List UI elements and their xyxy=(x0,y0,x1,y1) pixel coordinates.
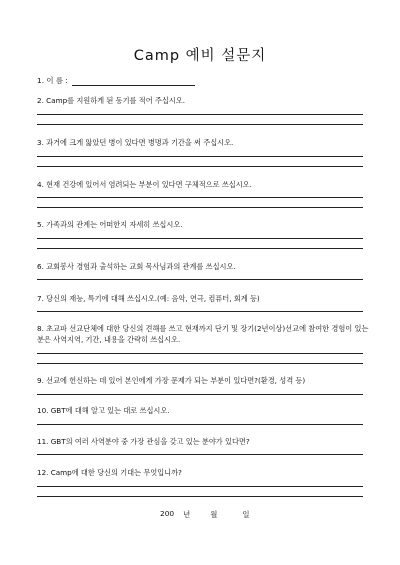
name-field-row xyxy=(37,75,195,86)
date-year-unit: 년 xyxy=(183,510,191,519)
answer-line[interactable] xyxy=(37,124,363,125)
answer-line[interactable] xyxy=(37,207,363,208)
answer-line[interactable] xyxy=(37,166,363,167)
page-title: Camp 예비 설문지 xyxy=(133,48,267,64)
question-2: 2. Camp를 지원하게 된 동기를 적어 주십시오. xyxy=(37,96,185,105)
answer-line[interactable] xyxy=(37,394,363,395)
answer-line[interactable] xyxy=(37,486,363,487)
question-9: 9. 선교에 헌신하는 데 있어 본인에게 가장 문제가 되는 부분이 있다면?(환경, 성격 등) xyxy=(37,376,306,385)
answer-line[interactable] xyxy=(37,454,363,455)
answer-line[interactable] xyxy=(37,279,363,280)
answer-line[interactable] xyxy=(37,248,363,249)
answer-line[interactable] xyxy=(37,363,363,364)
question-3: 3. 과거에 크게 앓았던 병이 있다면 병명과 기간을 써 주십시오. xyxy=(37,138,234,147)
answer-line[interactable] xyxy=(37,114,363,115)
question-5: 5. 가족과의 관계는 어떠한지 자세히 쓰십시오. xyxy=(37,220,183,229)
date-row xyxy=(160,509,250,520)
answer-line[interactable] xyxy=(37,311,363,312)
question-10: 10. GBT에 대해 알고 있는 대로 쓰십시오. xyxy=(37,406,170,415)
question-7: 7. 당신의 재능, 특기에 대해 쓰십시오.(예: 음악, 연극, 컴퓨터, 회계 등) xyxy=(37,294,260,303)
answer-line[interactable] xyxy=(37,424,363,425)
date-year: 200 xyxy=(160,509,175,518)
question-12: 12. Camp에 대한 당신의 기대는 무엇입니까? xyxy=(37,468,182,477)
question-8: 8. 초교파 선교단체에 대한 당신의 견해를 쓰고 현재까지 단기 및 장기(2년이상)선교에 참여한 경험이 있는 분은 사역지역, 기간, 내용을 간략히 쓰십시오. xyxy=(37,324,369,344)
question-11: 11. GBT의 여러 사역분야 중 가장 관심을 갖고 있는 분야가 있다면? xyxy=(37,437,250,446)
answer-line[interactable] xyxy=(37,353,363,354)
answer-line[interactable] xyxy=(37,156,363,157)
question-4: 4. 현재 건강에 있어서 염려되는 부분이 있다면 구체적으로 쓰십시오. xyxy=(37,180,252,189)
name-label: 1. 이 름 : xyxy=(37,76,68,85)
answer-line[interactable] xyxy=(37,238,363,239)
date-month-unit: 월 xyxy=(210,510,218,519)
answer-line[interactable] xyxy=(37,197,363,198)
question-6: 6. 교회봉사 경험과 출석하는 교회 목사님과의 관계를 쓰십시오. xyxy=(37,262,236,271)
answer-line[interactable] xyxy=(37,496,363,497)
date-day-unit: 일 xyxy=(242,510,250,519)
name-input-line[interactable] xyxy=(72,76,195,86)
